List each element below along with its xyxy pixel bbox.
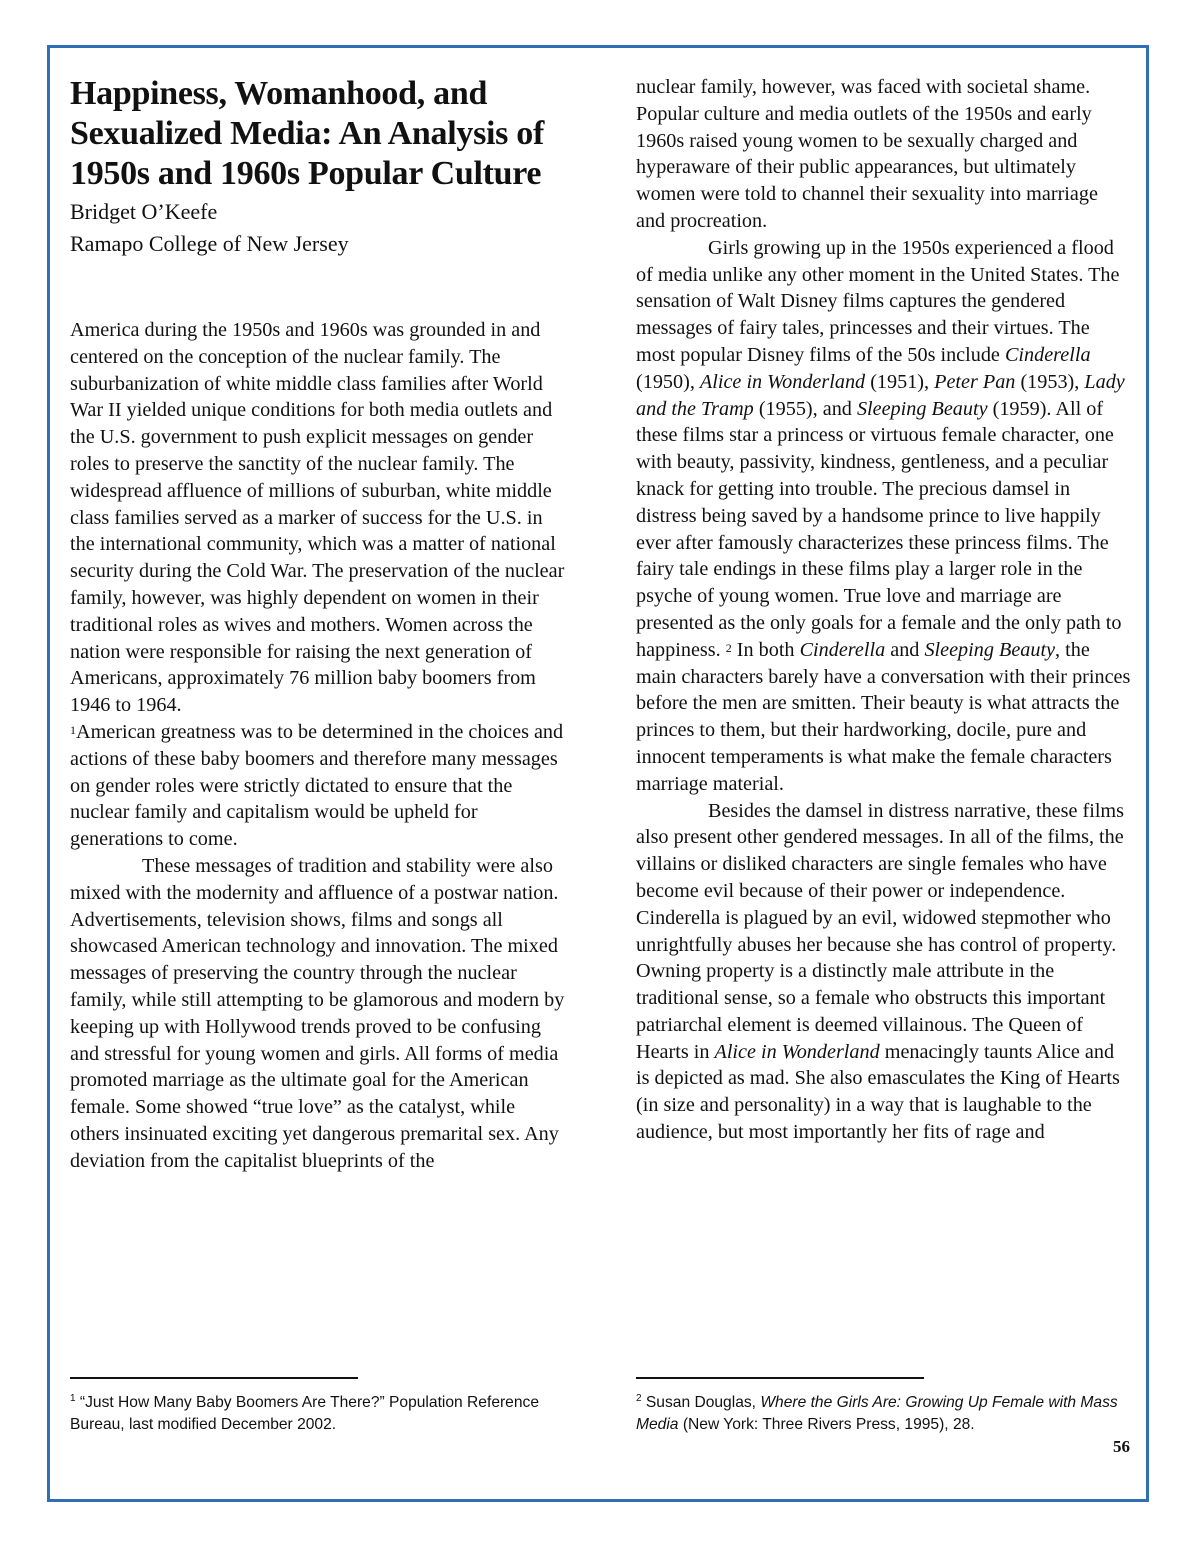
author-name: Bridget O’Keefe <box>70 199 218 224</box>
author-affiliation: Ramapo College of New Jersey <box>70 231 349 256</box>
footnote-ref-1[interactable]: 1 <box>70 722 76 737</box>
paragraph-1: America during the 1950s and 1960s was grounded in and centered on the conception of the nuclear family. The suburbanization of white middle class families after World War II yielded unique conditions for both media outlets and the U.S. government to push explicit messages on gender roles to preserve the sanctity of the nuclear family. The widespread affluence of millions of suburban, white middle class families served as a marker of success for the U.S. in the international community, which was a matter of national security during the Cold War. The preservation of the nuclear family, however, was highly dependent on women in their traditional roles as wives and mothers. Women across the nation were responsible for raising the next generation of Americans, approximately 76 million baby boomers from 1946 to 1964. $^1$American greatness was to be determined in the choices and actions of these baby boomers and therefore many messages on gender roles were strictly dictated to ensure that the nuclear family and capitalism would be upheld for generations to come. <box>70 319 565 851</box>
film-title: Cinderella <box>1004 343 1091 366</box>
article-title: Happiness, Womanhood, and Sexualized Media: An Analysis of 1950s and 1960s Popular Culture <box>70 75 545 192</box>
paragraph-3: nuclear family, however, was faced with societal shame. Popular culture and media outlets of the 1950s and early 1960s raised young women to be sexually charged and hyperaware of their public appearances, but ultimately women were told to channel their sexuality into marriage and procreation. <box>636 76 1098 232</box>
left-body-text <box>70 317 565 1175</box>
footnote-rule-left <box>70 1377 358 1379</box>
right-column <box>636 74 1131 1146</box>
film-title: Sleeping Beauty <box>856 397 988 420</box>
film-title: Peter Pan <box>934 370 1016 393</box>
film-title: Alice in Wonderland <box>714 1040 880 1063</box>
film-title: Lady and the Tramp <box>636 370 1125 420</box>
footnote-2: $^2$ Susan Douglas, Where the Girls Are: Growing Up Female with Mass Media (New York: Three Rivers Press, 1995), 28. <box>636 1393 1118 1434</box>
paragraph-5: Besides the damsel in distress narrative, these films also present other gendered messages. In all of the films, the villains or disliked characters are single females who have become evil because of their power or independence. Cinderella is plagued by an evil, widowed stepmother who unrightfully abuses her because she has control of property. Owning property is a distinctly male attribute in the traditional sense, so a female who obstructs this important patriarchal element is deemed villainous. The Queen of Hearts in Alice in Wonderland menacingly taunts Alice and is depicted as mad. She also emasculates the King of Hearts (in size and personality) in a way that is laughable to the audience, but most importantly her fits of rage and <box>636 799 1124 1144</box>
footnote-rule-right <box>636 1377 924 1379</box>
footnote-mark: 1 <box>70 1393 76 1404</box>
film-title: Sleeping Beauty <box>924 638 1056 661</box>
page-number: 56 <box>1113 1437 1130 1456</box>
footnote-mark: 2 <box>636 1393 642 1404</box>
paragraph-2: These messages of tradition and stability were also mixed with the modernity and affluence of a postwar nation. Advertisements, television shows, films and songs all showcased American technology and innovation. The mixed messages of preserving the country through the nuclear family, while still attempting to be glamorous and modern by keeping up with Hollywood trends proved to be confusing and stressful for young women and girls. All forms of media promoted marriage as the ultimate goal for the American female. Some showed “true love” as the catalyst, while others insinuated exciting yet dangerous premarital sex. Any deviation from the capitalist blueprints of the <box>70 854 565 1172</box>
film-title: Alice in Wonderland <box>699 370 866 393</box>
footnote-ref-2[interactable]: 2 <box>725 640 732 655</box>
footnote-1: $^1$ “Just How Many Baby Boomers Are There?” Population Reference Bureau, last modified December 2002. <box>70 1393 539 1434</box>
left-column <box>70 74 565 1175</box>
right-body-text <box>636 74 1131 1146</box>
film-title: Cinderella <box>799 638 886 661</box>
paragraph-4: Girls growing up in the 1950s experienced a flood of media unlike any other moment in the United States. The sensation of Walt Disney films captures the gendered messages of fairy tales, princesses and their virtues. The most popular Disney films of the 50s include Cinderella (1950), Alice in Wonderland (1951), Peter Pan (1953), Lady and the Tramp (1955), and Sleeping Beauty (1959). All of these films star a princess or virtuous female character, one with beauty, passivity, kindness, gentleness, and a peculiar knack for getting into trouble. The precious damsel in distress being saved by a handsome prince to live happily ever after famously characterizes these princess films. The fairy tale endings in these films play a larger role in the psyche of young women. True love and marriage are presented as the only goals for a female and the only path to happiness. $^2$ In both Cinderella and Sleeping Beauty, the main characters barely have a conversation with their princes before the men are smitten. Their beauty is what attracts the princes to them, but their hardworking, docile, pure and innocent temperaments is what make the female characters marriage material. <box>636 236 1131 795</box>
